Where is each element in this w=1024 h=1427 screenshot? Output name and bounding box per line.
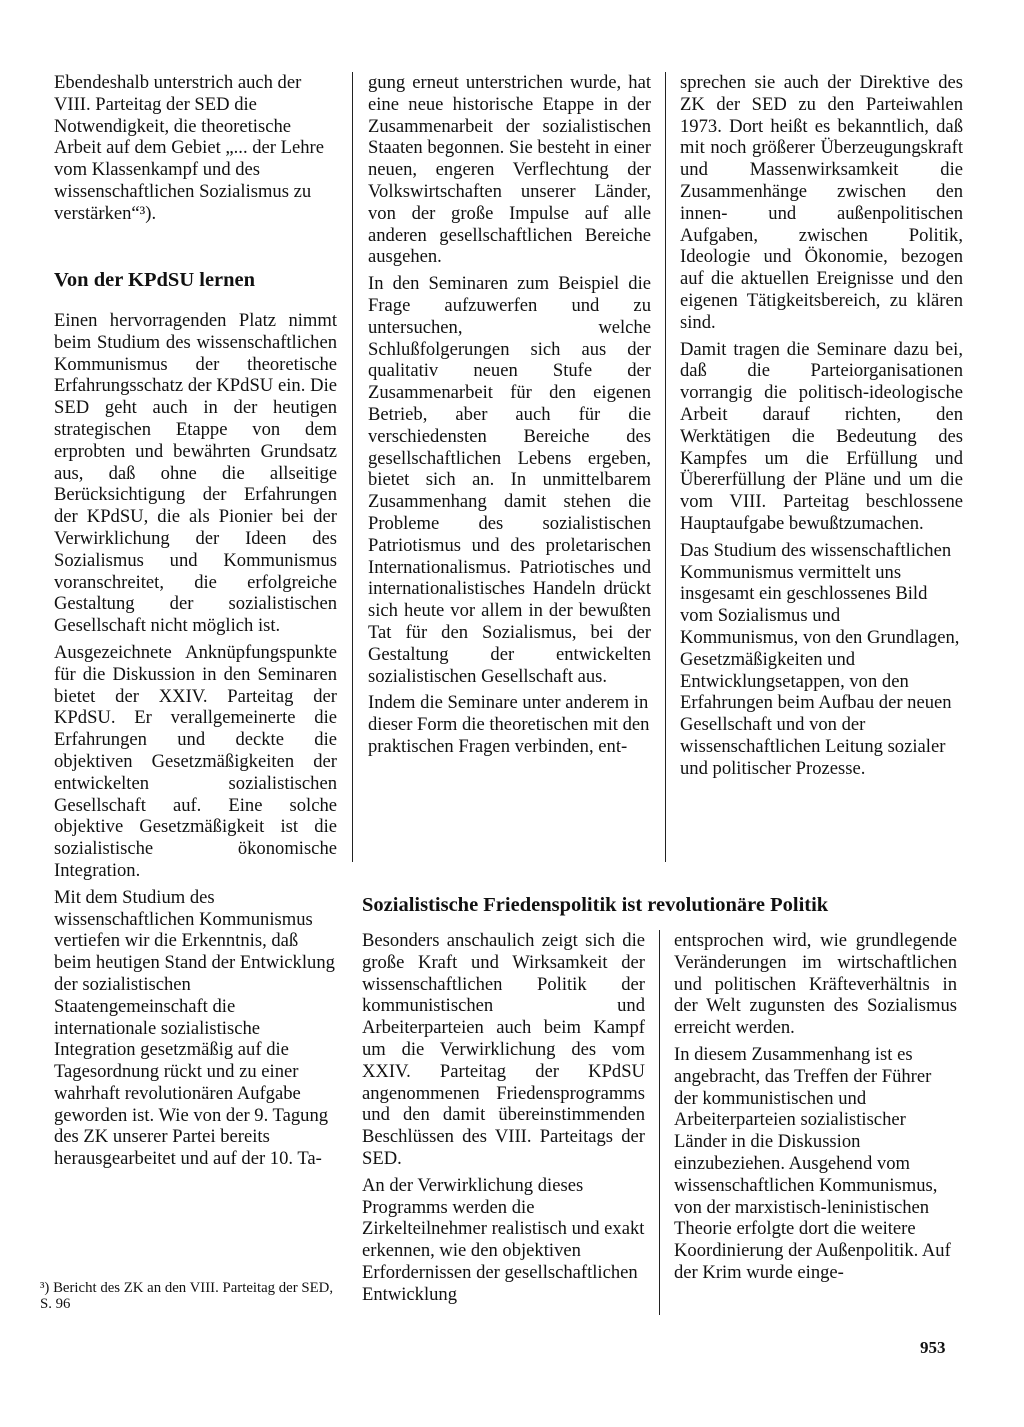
column-2 — [368, 72, 651, 763]
paragraph: In diesem Zusammenhang ist es angebracht, das Treffen der Führer der kommunistischen und Arbeiterparteien sozialistischer Länder in die Diskussion einzubeziehen. Ausgehend vom wissenschaftlichen Kommunismus, von der marxistisch-leninistischen Theorie erfolgte dort die weitere Koordinierung der Außenpolitik. Auf der Krim wurde einge- — [674, 1043, 951, 1283]
paragraph: Ebendeshalb unterstrich auch der VIII. Parteitag der SED die Notwendigkeit, die theoretische Arbeit auf dem Gebiet „... der Lehre vom Klassenkampf und des wissenschaftlichen Sozialismus zu verstärken“³). — [54, 72, 324, 224]
section-heading-friedenspolitik: Sozialistische Friedenspolitik ist revolutionäre Politik — [362, 894, 829, 916]
column-1-top — [54, 72, 337, 230]
paragraph: Damit tragen die Seminare dazu bei, daß die Parteiorganisationen vorrangig die politisch-ideologische Arbeit darauf richten, den Werktätigen die Bedeutung des Kampfes um die Erfüllung und Übererfüllung der Pläne und um die vom VIII. Parteitag beschlossene Hauptaufgabe bewußtzumachen. — [680, 338, 963, 534]
paragraph: In den Seminaren zum Beispiel die Frage aufzuwerfen und zu untersuchen, welche Schlußfolgerungen sich aus der qualitativ neuen Stufe der Zusammenarbeit für den eigenen Betrieb, aber auch für die verschiedensten Bereiche des gesellschaftlichen Lebens ergeben, bietet sich an. In unmittelbarem Zusammenhang damit stehen die Probleme des sozialistischen Patriotismus und des proletarischen Internationalismus. Patriotisches und internationalistisches Handeln drückt sich heute vor allem in der bewußten Tat für den Sozialismus, bei der Gestaltung der entwickelten sozialistischen Gesellschaft aus. — [368, 273, 651, 687]
footnote-text: ³) Bericht des ZK an den VIII. Parteitag der SED, S. 96 — [40, 1280, 334, 1312]
paragraph: gung erneut unterstrichen wurde, hat eine neue historische Etappe in der Zusammenarbeit der sozialistischen Staaten begonnen. Sie besteht in einer neuen, engeren Verflechtung der Volkswirtschaften unserer Länder, von der große Impulse auf alle anderen gesellschaftlichen Bereiche ausgehen. — [368, 72, 651, 268]
paragraph: sprechen sie auch der Direktive des ZK der SED zu den Parteiwahlen 1973. Dort heißt es bekanntlich, daß mit noch größerer Überzeugungskraft und Massenwirksamkeit die Zusammenhänge zwischen den innen- und außenpolitischen Aufgaben, zwischen Politik, Ideologie und Ökonomie, bezogen auf die aktuellen Ereignisse und den eigenen Tätigkeitsbereich, zu klären sind. — [680, 72, 963, 333]
paragraph: entsprochen wird, wie grundlegende Veränderungen im wirtschaftlichen und politischen Kräfteverhältnis in der Welt zugunsten des Sozialismus erreicht werden. — [674, 930, 957, 1039]
paragraph: Besonders anschaulich zeigt sich die große Kraft und Wirksamkeit der wissenschaftlichen Politik der kommunistischen und Arbeiterparteien auch beim Kampf um die Verwirklichung des vom XXIV. Parteitag der KPdSU angenommenen Friedensprogramms und den damit übereinstimmenden Beschlüssen des VIII. Parteitags der SED. — [362, 930, 645, 1169]
column-divider — [659, 930, 660, 1315]
column-divider — [665, 72, 666, 862]
column-4 — [362, 930, 645, 1311]
paragraph: Das Studium des wissenschaftlichen Kommunismus vermittelt uns insgesamt ein geschlossenes Bild vom Sozialismus und Kommunismus, von den Grundlagen, Gesetzmäßigkeiten und Entwicklungsetappen, von den Erfahrungen beim Aufbau der neuen Gesellschaft und von der wissenschaftlichen Leitung sozialer und politischer Prozesse. — [680, 539, 960, 779]
column-divider — [352, 72, 353, 862]
column-1-bottom — [54, 310, 337, 1175]
section-heading-kpdsu: Von der KPdSU lernen — [54, 269, 256, 291]
paragraph: Indem die Seminare unter anderem in dieser Form die theoretischen mit den praktischen Fragen verbinden, ent- — [368, 692, 650, 757]
paragraph: Mit dem Studium des wissenschaftlichen Kommunismus vertiefen wir die Erkenntnis, daß beim heutigen Stand der Entwicklung der sozialistischen Staatengemeinschaft die internationale sozialistische Integration gesetzmäßig auf die Tagesordnung rückt und zu einer wahrhaft revolutionären Aufgabe geworden ist. Wie von der 9. Tagung des ZK unserer Partei bereits herausgearbeitet und auf der 10. Ta- — [54, 886, 335, 1170]
paragraph: Ausgezeichnete Anknüpfungspunkte für die Diskussion in den Seminaren bietet der XXIV. Parteitag der KPdSU. Er verallgemeinerte die Erfahrungen und deckte die objektiven Gesetzmäßigkeiten der entwickelten sozialistischen Gesellschaft auf. Eine solche objektive Gesetzmäßigkeit ist die sozialistische ökonomische Integration. — [54, 641, 337, 881]
footnote — [40, 1280, 340, 1312]
column-3 — [680, 72, 963, 785]
paragraph: Einen hervorragenden Platz nimmt beim Studium des wissenschaftlichen Kommunismus der theoretische Erfahrungsschatz der KPdSU ein. Die SED geht auch in der heutigen strategischen Etappe von dem erprobten und bewährten Grundsatz aus, daß ohne die allseitige Berücksichtigung der Erfahrungen der KPdSU, die als Pionier bei der Verwirklichung der Ideen des Sozialismus und Kommunismus voranschreitet, die erfolgreiche Gestaltung der sozialistischen Gesellschaft nicht möglich ist. — [54, 310, 337, 637]
page-number: 953 — [920, 1338, 946, 1357]
column-5 — [674, 930, 957, 1289]
paragraph: An der Verwirklichung dieses Programms werden die Zirkelteilnehmer realistisch und exakt erkennen, wie den objektiven Erfordernissen der gesellschaftlichen Entwicklung — [362, 1174, 645, 1305]
